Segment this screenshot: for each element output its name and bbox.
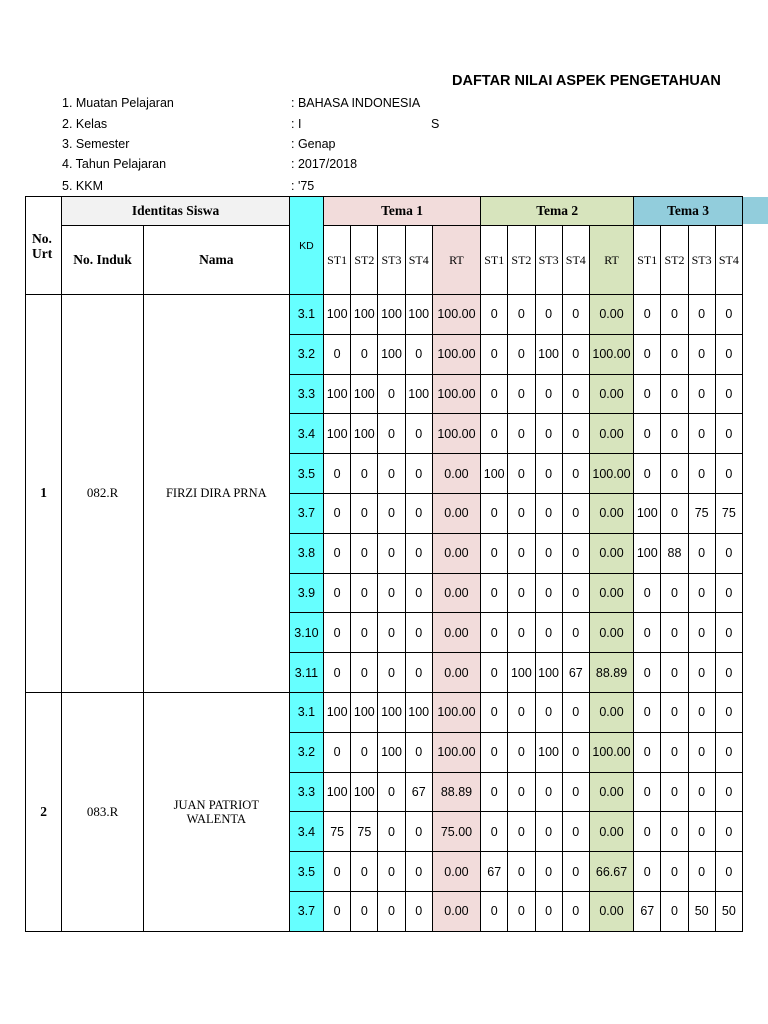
header-t1-st1: ST1 [324,226,351,295]
tema2-score: 0 [508,812,535,852]
tema3-score: 0 [634,653,661,693]
tema2-score: 0 [562,732,589,772]
tema2-score: 0 [481,414,508,454]
tema3-score: 0 [688,533,715,573]
kd-cell: 3.1 [289,295,323,335]
tema2-score: 0 [508,454,535,494]
tema2-score: 100 [508,653,535,693]
tema2-score: 0 [481,374,508,414]
header-t3-st1: ST1 [634,226,661,295]
tema2-score: 0 [481,334,508,374]
tema2-score: 0 [508,414,535,454]
kd-cell: 3.5 [289,454,323,494]
tema1-score: 0 [324,613,351,653]
tema3-score: 0 [634,852,661,892]
tema2-score: 67 [562,653,589,693]
tema2-rt: 0.00 [589,812,633,852]
tema1-score: 100 [351,772,378,812]
tema1-score: 75 [324,812,351,852]
tema3-score: 0 [661,493,688,533]
tema1-score: 0 [324,334,351,374]
kd-cell: 3.3 [289,772,323,812]
tema1-score: 0 [405,732,432,772]
tema1-rt: 0.00 [432,493,480,533]
tema3-score: 0 [715,852,742,892]
meta-extra: S [431,117,440,131]
tema3-score: 0 [634,374,661,414]
tema3-score: 0 [688,573,715,613]
page-title: DAFTAR NILAI ASPEK PENGETAHUAN [452,73,721,89]
tema2-rt: 0.00 [589,295,633,335]
tema2-score: 0 [481,613,508,653]
tema2-score: 0 [535,414,562,454]
kd-cell: 3.1 [289,692,323,732]
tema3-score: 50 [715,891,742,931]
tema1-rt: 100.00 [432,692,480,732]
student-name: JUAN PATRIOT WALENTA [143,692,289,931]
tema1-score: 0 [378,772,405,812]
tema2-score: 0 [535,374,562,414]
tema2-rt: 100.00 [589,454,633,494]
header-t3-st4: ST4 [715,226,742,295]
tema1-score: 0 [351,732,378,772]
tema1-rt: 0.00 [432,891,480,931]
tema3-score: 0 [715,812,742,852]
tema3-score: 0 [634,772,661,812]
tema3-score: 0 [715,334,742,374]
tema1-score: 0 [351,613,378,653]
tema2-score: 0 [508,732,535,772]
tema2-rt: 0.00 [589,692,633,732]
tema2-score: 0 [508,613,535,653]
tema2-score: 0 [562,613,589,653]
tema1-score: 100 [405,295,432,335]
tema1-score: 100 [378,334,405,374]
kd-cell: 3.3 [289,374,323,414]
tema1-score: 0 [405,891,432,931]
tema3-score: 0 [634,692,661,732]
tema2-score: 0 [562,454,589,494]
tema2-rt: 100.00 [589,334,633,374]
tema3-score: 0 [688,613,715,653]
tema2-rt: 0.00 [589,493,633,533]
meta-label: 5. KKM [62,179,103,193]
tema1-score: 0 [405,533,432,573]
tema3-score: 0 [634,732,661,772]
tema2-score: 0 [562,533,589,573]
tema3-score: 100 [634,533,661,573]
tema2-score: 0 [481,493,508,533]
tema2-score: 0 [535,573,562,613]
tema3-score: 0 [688,374,715,414]
tema3-score: 88 [661,533,688,573]
header-t2-st3: ST3 [535,226,562,295]
kd-cell: 3.7 [289,493,323,533]
tema1-rt: 0.00 [432,653,480,693]
tema1-score: 0 [405,334,432,374]
tema2-score: 0 [508,852,535,892]
tema3-score: 0 [634,812,661,852]
tema1-score: 0 [378,414,405,454]
kd-cell: 3.2 [289,334,323,374]
student-induk: 082.R [62,295,144,693]
tema3-score: 0 [661,374,688,414]
student-induk: 083.R [62,692,144,931]
tema1-score: 0 [351,852,378,892]
tema1-score: 0 [405,454,432,494]
tema2-score: 0 [508,334,535,374]
tema1-score: 0 [324,573,351,613]
tema1-score: 100 [324,414,351,454]
tema1-score: 0 [405,493,432,533]
tema2-score: 0 [562,573,589,613]
tema1-score: 0 [351,891,378,931]
tema2-score: 0 [535,613,562,653]
tema3-score: 75 [715,493,742,533]
header-t2-rt: RT [589,226,633,295]
tema1-rt: 100.00 [432,374,480,414]
tema2-score: 0 [508,493,535,533]
tema1-score: 100 [351,414,378,454]
tema1-score: 100 [324,772,351,812]
meta-value: : 2017/2018 [291,157,358,171]
tema3-score: 0 [688,852,715,892]
tema2-score: 0 [535,295,562,335]
tema2-score: 0 [481,812,508,852]
tema1-rt: 100.00 [432,414,480,454]
tema1-score: 0 [351,454,378,494]
tema3-score: 0 [661,613,688,653]
tema2-score: 100 [535,334,562,374]
tema3-score: 0 [715,374,742,414]
header-nama: Nama [143,226,289,295]
tema1-score: 0 [324,653,351,693]
header-t1-st4: ST4 [405,226,432,295]
tema2-rt: 88.89 [589,653,633,693]
tema1-score: 0 [378,613,405,653]
tema1-score: 0 [378,812,405,852]
tema2-score: 0 [508,374,535,414]
tema3-score: 0 [688,812,715,852]
tema1-score: 100 [378,732,405,772]
meta-label: 1. Muatan Pelajaran [62,96,174,110]
tema1-score: 0 [378,454,405,494]
grades-table [25,196,743,932]
tema3-score: 0 [715,613,742,653]
tema2-score: 0 [562,414,589,454]
tema2-score: 0 [535,812,562,852]
tema1-score: 0 [378,891,405,931]
tema2-score: 0 [562,493,589,533]
tema1-rt: 100.00 [432,295,480,335]
kd-cell: 3.4 [289,812,323,852]
tema1-score: 0 [324,454,351,494]
student-no: 2 [26,692,62,931]
tema1-score: 100 [378,295,405,335]
meta-value: : Genap [291,137,336,151]
kd-cell: 3.4 [289,414,323,454]
tema1-score: 100 [324,692,351,732]
tema1-rt: 100.00 [432,732,480,772]
tema2-score: 0 [481,692,508,732]
tema2-score: 67 [481,852,508,892]
tema3-score: 0 [661,891,688,931]
tema2-score: 0 [481,772,508,812]
tema2-score: 100 [535,732,562,772]
tema3-score: 0 [715,295,742,335]
tema1-score: 0 [378,533,405,573]
kd-cell: 3.11 [289,653,323,693]
tema2-score: 0 [481,732,508,772]
meta-label: 3. Semester [62,137,130,151]
tema2-score: 0 [481,653,508,693]
tema1-score: 0 [405,653,432,693]
kd-cell: 3.7 [289,891,323,931]
header-t2-st1: ST1 [481,226,508,295]
meta-label: 4. Tahun Pelajaran [62,157,167,171]
tema2-score: 0 [508,891,535,931]
tema2-score: 0 [562,891,589,931]
tema1-score: 75 [351,812,378,852]
tema1-score: 0 [324,732,351,772]
tema3-score: 0 [688,295,715,335]
tema1-score: 0 [378,573,405,613]
tema2-rt: 0.00 [589,891,633,931]
header-tema3: Tema 3 [634,197,743,226]
tema1-score: 0 [324,891,351,931]
tema1-score: 0 [351,573,378,613]
tema2-score: 0 [535,533,562,573]
tema1-rt: 75.00 [432,812,480,852]
tema3-score: 0 [661,334,688,374]
tema2-score: 0 [481,533,508,573]
header-tema2: Tema 2 [481,197,634,226]
tema3-score: 75 [688,493,715,533]
tema3-header-extension [741,197,768,224]
tema1-score: 0 [378,852,405,892]
tema1-rt: 0.00 [432,852,480,892]
tema2-score: 0 [535,493,562,533]
tema1-rt: 88.89 [432,772,480,812]
tema2-score: 0 [508,295,535,335]
tema3-score: 0 [688,653,715,693]
tema1-score: 0 [405,573,432,613]
tema1-score: 67 [405,772,432,812]
tema1-score: 0 [405,812,432,852]
tema1-score: 0 [378,653,405,693]
tema1-score: 0 [324,493,351,533]
tema2-rt: 0.00 [589,772,633,812]
tema3-score: 0 [715,454,742,494]
tema3-score: 0 [661,812,688,852]
tema2-rt: 0.00 [589,374,633,414]
header-t3-st2: ST2 [661,226,688,295]
tema1-rt: 0.00 [432,613,480,653]
tema3-score: 100 [634,493,661,533]
header-t1-st2: ST2 [351,226,378,295]
tema1-score: 0 [324,533,351,573]
student-no: 1 [26,295,62,693]
header-tema1: Tema 1 [324,197,481,226]
tema3-score: 0 [661,732,688,772]
tema3-score: 0 [661,573,688,613]
meta-value: : BAHASA INDONESIA [291,96,421,110]
tema2-score: 0 [562,692,589,732]
tema3-score: 0 [715,533,742,573]
tema3-score: 0 [661,653,688,693]
header-t1-rt: RT [432,226,480,295]
tema1-score: 100 [351,692,378,732]
tema2-score: 100 [481,454,508,494]
tema2-score: 0 [535,891,562,931]
tema3-score: 0 [634,454,661,494]
tema3-score: 67 [634,891,661,931]
tema1-rt: 0.00 [432,573,480,613]
tema1-score: 100 [351,295,378,335]
tema3-score: 0 [715,573,742,613]
tema2-score: 0 [562,374,589,414]
tema3-score: 0 [688,692,715,732]
tema1-score: 0 [378,374,405,414]
tema2-score: 0 [481,573,508,613]
tema3-score: 0 [661,772,688,812]
tema2-score: 0 [481,295,508,335]
tema3-score: 0 [634,295,661,335]
tema3-score: 0 [661,692,688,732]
tema1-score: 0 [405,414,432,454]
meta-value: : I [291,117,302,131]
tema2-rt: 66.67 [589,852,633,892]
tema2-score: 0 [535,454,562,494]
tema2-score: 0 [535,692,562,732]
kd-cell: 3.5 [289,852,323,892]
tema1-rt: 0.00 [432,533,480,573]
tema2-score: 100 [535,653,562,693]
tema2-rt: 0.00 [589,414,633,454]
tema2-score: 0 [508,692,535,732]
tema1-score: 100 [405,374,432,414]
tema1-score: 100 [324,295,351,335]
header-t2-st2: ST2 [508,226,535,295]
tema2-score: 0 [481,891,508,931]
tema3-score: 0 [715,414,742,454]
tema1-score: 0 [351,653,378,693]
kd-cell: 3.2 [289,732,323,772]
meta-label: 2. Kelas [62,117,108,131]
tema2-score: 0 [562,295,589,335]
tema2-score: 0 [535,852,562,892]
tema1-score: 100 [405,692,432,732]
tema3-score: 0 [661,295,688,335]
tema3-score: 0 [634,334,661,374]
tema3-score: 0 [688,454,715,494]
tema2-score: 0 [508,772,535,812]
header-t2-st4: ST4 [562,226,589,295]
tema1-rt: 0.00 [432,454,480,494]
tema2-score: 0 [562,334,589,374]
meta-value: : '75 [291,179,315,193]
tema3-score: 0 [715,772,742,812]
tema3-score: 0 [715,732,742,772]
tema2-score: 0 [562,812,589,852]
header-no-urt: No. Urt [26,197,62,295]
tema1-score: 0 [324,852,351,892]
tema2-rt: 0.00 [589,533,633,573]
tema1-score: 0 [351,533,378,573]
header-no-induk: No. Induk [62,226,144,295]
header-t1-st3: ST3 [378,226,405,295]
tema3-score: 0 [688,772,715,812]
tema2-score: 0 [508,573,535,613]
tema1-score: 0 [351,334,378,374]
tema3-score: 0 [688,414,715,454]
tema2-rt: 0.00 [589,613,633,653]
header-identitas: Identitas Siswa [62,197,290,226]
tema3-score: 0 [688,334,715,374]
tema1-score: 0 [405,852,432,892]
tema3-score: 0 [634,573,661,613]
header-t3-st3: ST3 [688,226,715,295]
tema1-score: 100 [324,374,351,414]
tema3-score: 50 [688,891,715,931]
tema1-score: 100 [351,374,378,414]
tema2-score: 0 [562,852,589,892]
tema3-score: 0 [634,414,661,454]
tema3-score: 0 [661,454,688,494]
kd-cell: 3.8 [289,533,323,573]
tema1-score: 0 [351,493,378,533]
tema2-score: 0 [535,772,562,812]
table-row [26,692,743,732]
header-kd: KD [289,197,323,295]
kd-cell: 3.10 [289,613,323,653]
tema3-score: 0 [715,692,742,732]
tema1-score: 0 [405,613,432,653]
tema1-score: 100 [378,692,405,732]
tema3-score: 0 [715,653,742,693]
tema3-score: 0 [688,732,715,772]
student-name: FIRZI DIRA PRNA [143,295,289,693]
table-row [26,295,743,335]
tema1-rt: 100.00 [432,334,480,374]
tema2-rt: 100.00 [589,732,633,772]
tema3-score: 0 [661,852,688,892]
tema2-score: 0 [562,772,589,812]
tema2-score: 0 [508,533,535,573]
tema3-score: 0 [661,414,688,454]
tema2-rt: 0.00 [589,573,633,613]
tema1-score: 0 [378,493,405,533]
kd-cell: 3.9 [289,573,323,613]
tema3-score: 0 [634,613,661,653]
